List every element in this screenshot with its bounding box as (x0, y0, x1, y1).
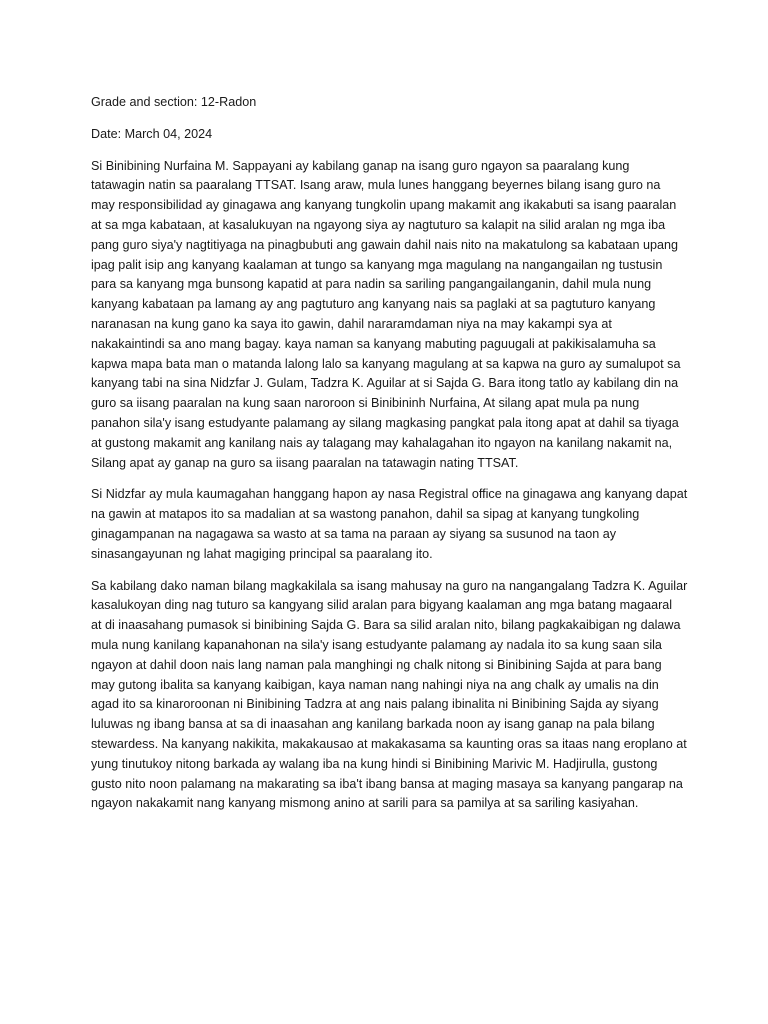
text-line: guro sa iisang paaralan na kung saan naroroon si Binibininh Nurfaina, At silang apat mula pa nung (91, 396, 640, 411)
text-line: gusto nito noon palamang na makarating sa iba't ibang bansa at maging masaya sa kanyang pangarap na (91, 776, 683, 791)
text-line: Sa kabilang dako naman bilang magkakilala sa isang mahusay na guro na nangangalang Tadzra K. Aguilar (91, 578, 688, 593)
date-line: Date: March 04, 2024 (91, 126, 213, 141)
text-line: ginagampanan na nagagawa sa wasto at sa tama na paraan ay siyang sa susunod na taon ay (91, 526, 617, 541)
text-line: may gutong ibalita sa kanyang kaibigan, kaya naman nang nahingi niya na ang chalk ay umalis na din (91, 677, 659, 692)
text-line: luluwas ng ibang bansa at sa di inaasahan ang kanilang barkada noon ay isang ganap na pala bilang (91, 717, 655, 732)
text-line: Si Binibining Nurfaina M. Sappayani ay kabilang ganap na isang guro ngayon sa paaralang kung (91, 158, 630, 173)
text-line: kanyang kabataan pa lamang ay ang pagtuturo ang kanyang nais sa paglaki at sa pagtuturo kanyang (91, 297, 656, 312)
text-line: pang guro siya'y nagtitiyaga na pinagbubuti ang gawain dahil nais nito na makatulong sa kabataan upang (91, 237, 679, 252)
grade-section-line: Grade and section: 12-Radon (91, 95, 257, 109)
text-line: para sa kanyang mga bunsong kapatid at para nadin sa sariling pangangailanganin, dahil mula nung (91, 277, 652, 292)
paragraph-1 (91, 157, 681, 474)
text-line: mula nung kanilang kapanahonan na sila'y isang estudyante palamang ay nadala ito sa kung saan sila (91, 637, 662, 652)
text-line: ngayon nakakamit nang kanyang mismong anino at sarili para sa pamilya at sa sariling kasiyahan. (91, 796, 639, 811)
text-line: nakakaintindi sa ano mang bagay. kaya naman sa kanyang mabuting paguugali at pakikisalamuha sa (91, 336, 656, 351)
text-line: kanyang tabi na sina Nidzfar J. Gulam, Tadzra K. Aguilar at si Sajda G. Bara itong tatlo ay kabilang din na (91, 376, 679, 391)
text-line: stewardess. Na kanyang nakikita, makakausao at makakasama sa kaunting oras sa itaas nang eroplano at (91, 736, 687, 751)
text-line: at sa mga kabataan, at kasalukuyan na ngayong siya ay nagtuturo sa kalapit na silid aralan ng mga iba (91, 217, 666, 232)
paragraph-2 (91, 485, 688, 564)
text-line: Silang apat ay ganap na guro sa iisang paaralan na tatawagin nating TTSAT. (91, 455, 519, 470)
text-line: kasalukoyan ding nag tuturo sa kangyang silid aralan para bigyang kaalaman ang mga batang magaaral (91, 598, 673, 613)
document-body (91, 93, 688, 826)
text-line: naranasan na kung gano ka saya ito gawin, dahil nararamdaman niya na may kakampi sya at (91, 316, 612, 331)
text-line: kapwa mapa bata man o matanda lalong lalo sa kanyang magulang at sa kapwa na guro ay sumalupot sa (91, 356, 681, 371)
text-line: panahon sila'y isang estudyante palamang ay silang magkasing pangkat pala itong apat at dahil sa tiyaga (91, 415, 679, 430)
text-line: may responsibilidad ay ginagawa ang kanyang tungkolin upang makamit ang ikakabuti sa isang paaralan (91, 198, 677, 213)
text-line: sinasangayunan ng lahat magiging principal sa paaralang ito. (91, 546, 433, 561)
text-line: ipag palit isip ang kanyang kaalaman at tungo sa kanyang mga magulang na nangangailan ng tustusin (91, 257, 663, 272)
text-line: at di inaasahang pumasok si binibining Sajda G. Bara sa silid aralan nito, bilang pagkakaibigan ng dalawa (91, 618, 681, 633)
text-line: at gustong makamit ang kanilang nais ay talagang may kahalagahan ito ngayon na kanilang nakamit na, (91, 435, 673, 450)
text-line: ngayon at dahil doon nais lang naman pala manghingi ng chalk nitong si Binibining Sajda at para bang (91, 657, 662, 672)
paragraph-3 (91, 577, 688, 815)
text-line: tatawagin natin sa paaralang TTSAT. Isang araw, mula lunes hanggang beyernes bilang isang guro na (91, 178, 661, 193)
text-line: Si Nidzfar ay mula kaumagahan hanggang hapon ay nasa Registral office na ginagawa ang kanyang dapat (91, 487, 688, 502)
text-line: na gawin at matapos ito sa madalian at sa wastong panahon, dahil sa sipag at kanyang tungkoling (91, 507, 640, 522)
text-line: yung tinutukoy nitong barkada ay walang iba na kung hindi si Binibining Marivic M. Hadjirulla, gustong (91, 756, 658, 771)
text-line: agad ito sa kinaroroonan ni Binibining Tadzra at ang nais palang ibinalita ni Binibining Sajda ay siyang (91, 697, 659, 712)
